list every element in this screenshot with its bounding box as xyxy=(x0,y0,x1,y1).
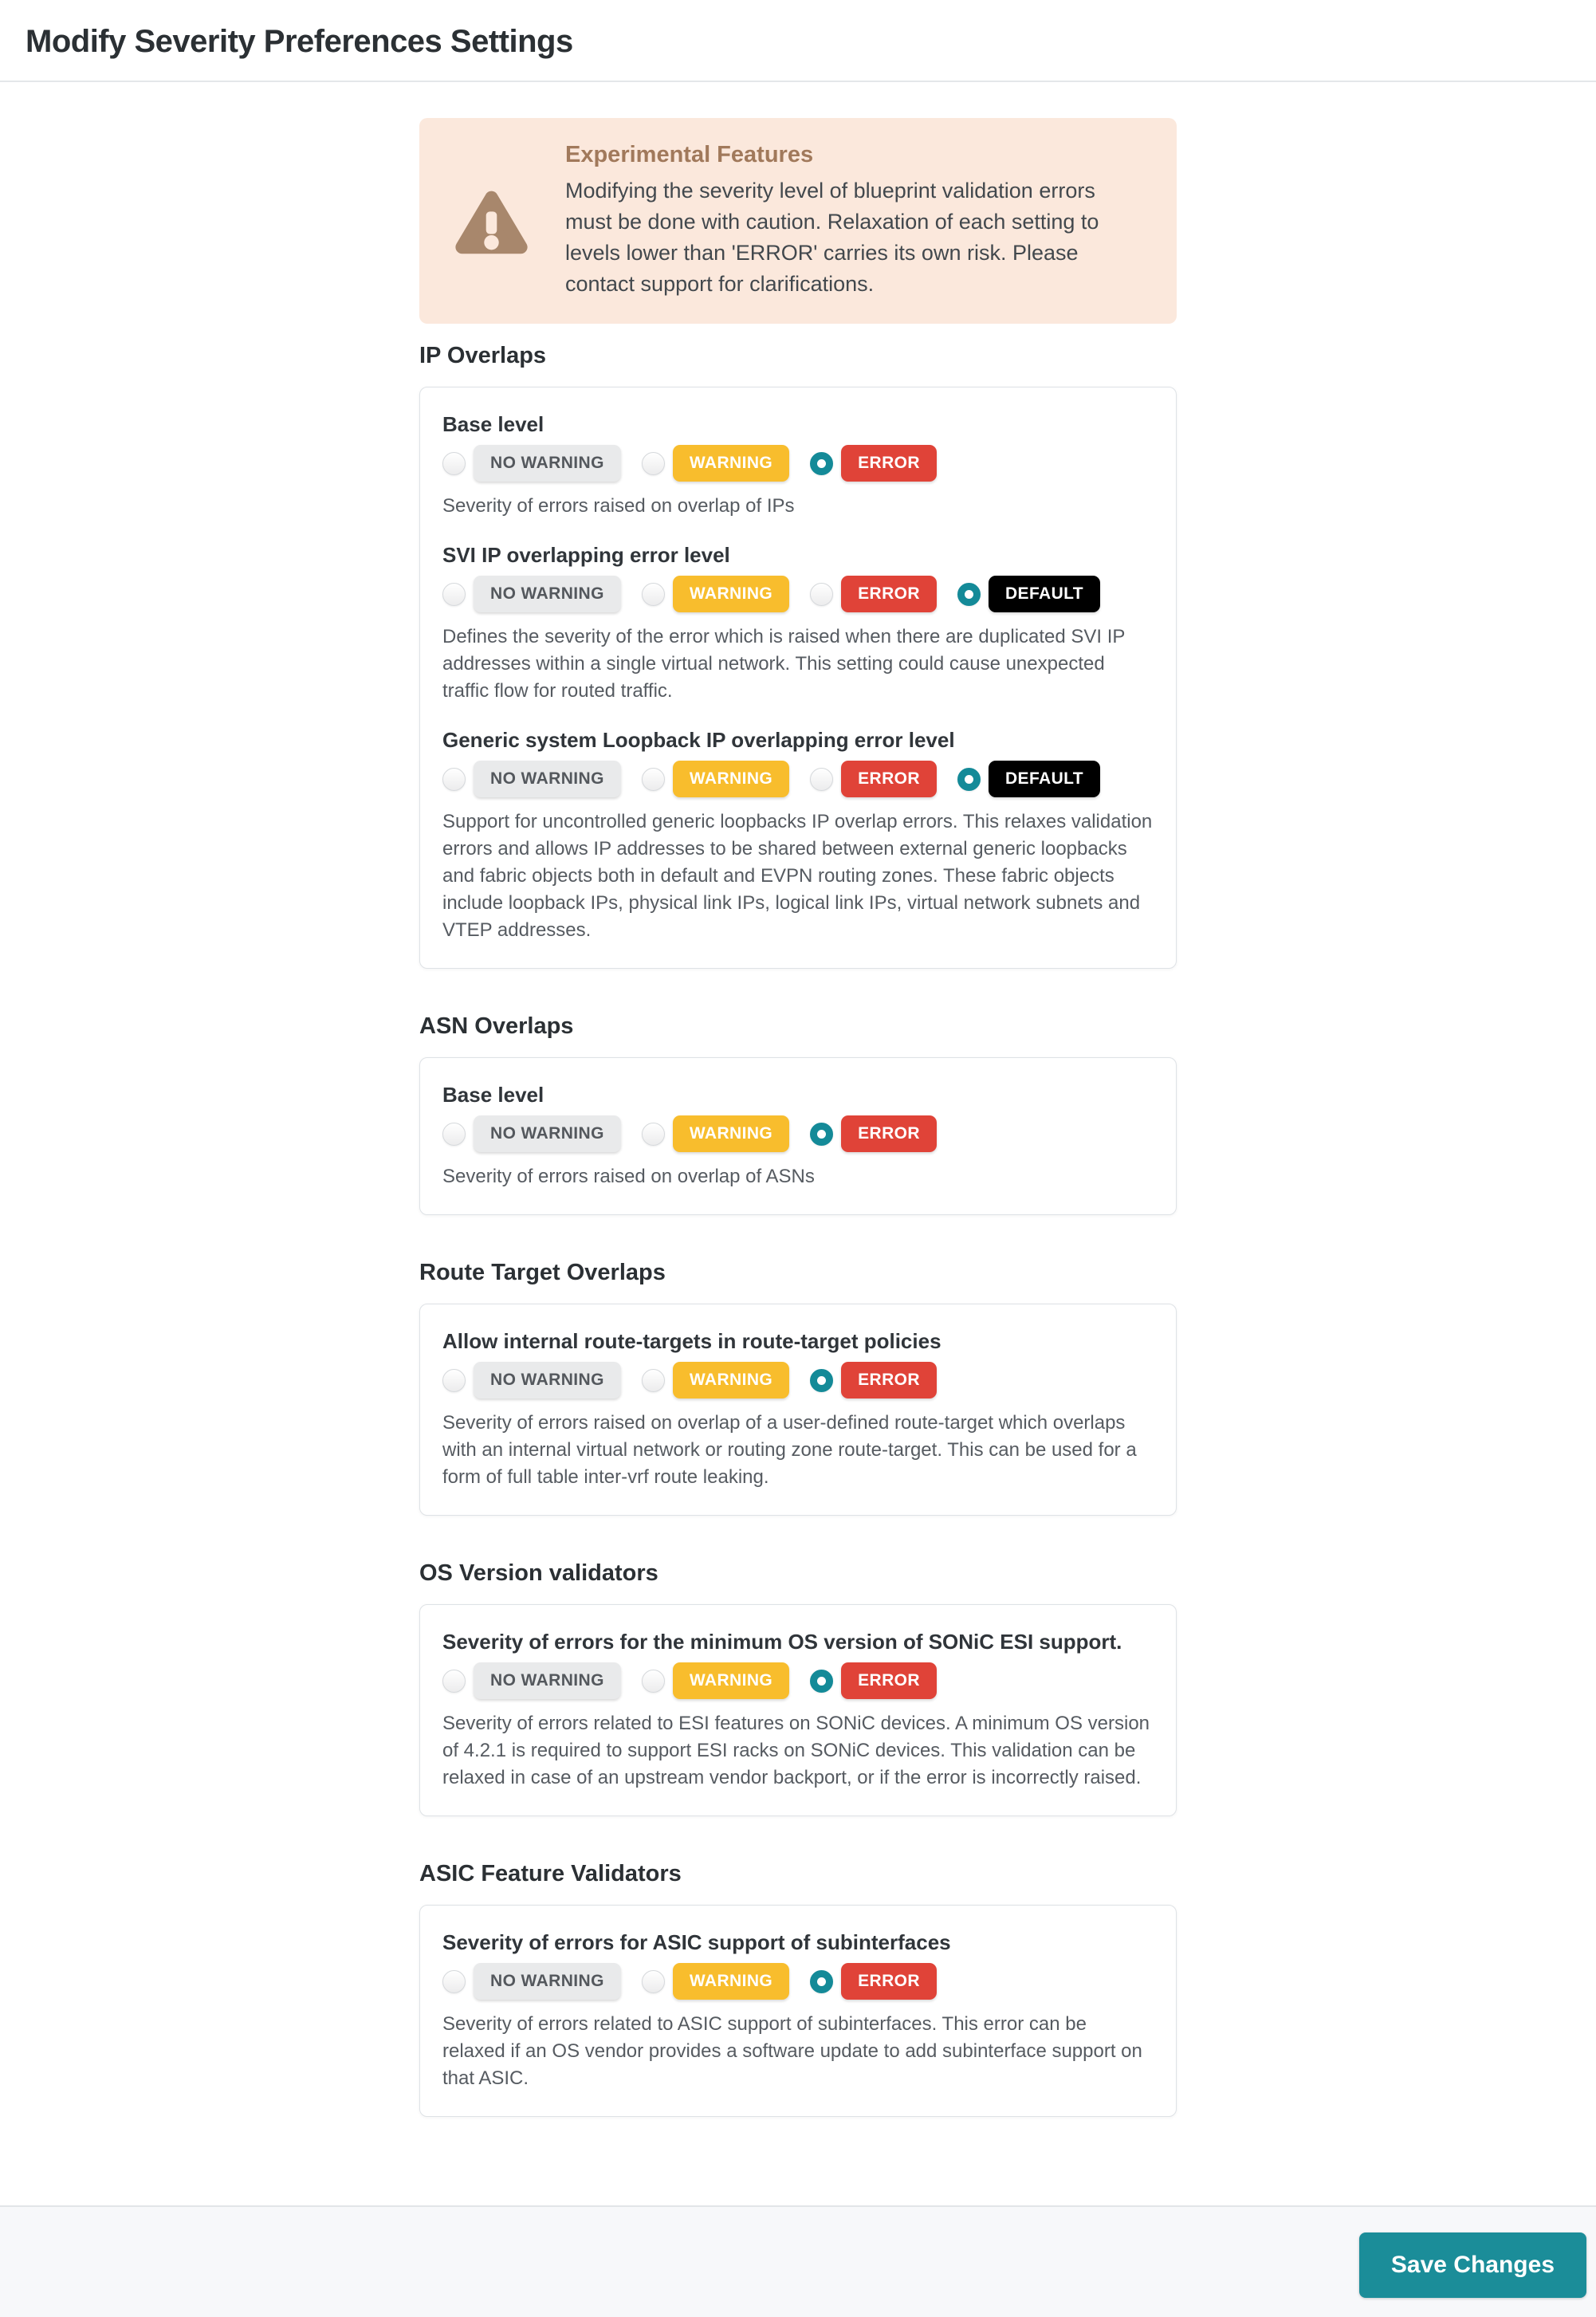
warning-triangle-icon xyxy=(453,186,530,256)
radio-button-error[interactable] xyxy=(810,452,833,475)
severity-option-error[interactable] xyxy=(810,1662,937,1699)
radio-button-no-warning[interactable] xyxy=(442,1670,466,1693)
severity-badge-error[interactable]: ERROR xyxy=(841,1362,937,1398)
severity-radio-group xyxy=(442,1662,1154,1699)
banner-text xyxy=(565,142,1132,300)
setting-group xyxy=(442,727,1154,944)
radio-button-no-warning[interactable] xyxy=(442,1970,466,1993)
severity-radio-group xyxy=(442,1362,1154,1398)
setting-description: Defines the severity of the error which is raised when there are duplicated SVI IP addresses within a single virtual network. This setting could cause unexpected traffic flow for routed traffic. xyxy=(442,626,1125,702)
page-title: Modify Severity Preferences Settings xyxy=(26,24,573,59)
settings-section xyxy=(419,1260,1177,1516)
save-changes-button[interactable]: Save Changes xyxy=(1359,2232,1586,2298)
severity-option-warning[interactable] xyxy=(642,445,789,482)
radio-button-warning[interactable] xyxy=(642,1369,665,1392)
severity-badge-warning[interactable]: WARNING xyxy=(673,1362,789,1398)
severity-option-error[interactable] xyxy=(810,1362,937,1398)
setting-description: Severity of errors raised on overlap of IPs xyxy=(442,495,795,517)
setting-title: Generic system Loopback IP overlapping error level xyxy=(442,728,955,752)
setting-group xyxy=(442,1930,1154,2092)
settings-section xyxy=(419,343,1177,969)
radio-button-no-warning[interactable] xyxy=(442,583,466,606)
experimental-features-banner xyxy=(419,118,1177,324)
severity-option-warning[interactable] xyxy=(642,1963,789,2000)
severity-badge-no-warning[interactable]: NO WARNING xyxy=(474,1963,621,2000)
severity-badge-no-warning[interactable]: NO WARNING xyxy=(474,1115,621,1152)
setting-description: Severity of errors raised on overlap of ASNs xyxy=(442,1166,815,1187)
severity-badge-no-warning[interactable]: NO WARNING xyxy=(474,445,621,482)
severity-badge-error[interactable]: ERROR xyxy=(841,445,937,482)
severity-option-no-warning[interactable] xyxy=(442,576,621,612)
severity-radio-group xyxy=(442,761,1154,797)
severity-option-no-warning[interactable] xyxy=(442,445,621,482)
settings-card xyxy=(419,1604,1177,1816)
page-header xyxy=(0,0,1596,82)
setting-description: Support for uncontrolled generic loopbacks IP overlap errors. This relaxes validation errors and allows IP addresses to be shared between external generic loopbacks and fabric objects both in default and EVPN routing zones. These fabric objects include loopback IPs, physical link IPs, logical link IPs, virtual network subnets and VTEP addresses. xyxy=(442,811,1153,941)
severity-option-no-warning[interactable] xyxy=(442,1362,621,1398)
severity-option-error[interactable] xyxy=(810,445,937,482)
radio-button-error[interactable] xyxy=(810,583,833,606)
setting-group xyxy=(442,411,1154,520)
settings-card xyxy=(419,1304,1177,1516)
setting-description: Severity of errors related to ESI features on SONiC devices. A minimum OS version of 4.2.1 is required to support ESI racks on SONiC devices. This validation can be relaxed in case of an upstream vendor backport, or if the error is incorrectly raised. xyxy=(442,1713,1150,1788)
setting-group xyxy=(442,542,1154,705)
setting-title: SVI IP overlapping error level xyxy=(442,543,730,567)
severity-option-warning[interactable] xyxy=(642,1662,789,1699)
setting-description: Severity of errors raised on overlap of a user-defined route-target which overlaps with an internal virtual network or routing zone route-target. This can be used for a form of full table inter-vrf route leaking. xyxy=(442,1412,1137,1488)
severity-badge-no-warning[interactable]: NO WARNING xyxy=(474,1662,621,1699)
severity-radio-group xyxy=(442,1963,1154,2000)
main-content xyxy=(419,82,1177,2117)
radio-button-warning[interactable] xyxy=(642,1970,665,1993)
severity-option-warning[interactable] xyxy=(642,1115,789,1152)
severity-option-no-warning[interactable] xyxy=(442,761,621,797)
radio-button-warning[interactable] xyxy=(642,583,665,606)
severity-option-error[interactable] xyxy=(810,576,937,612)
radio-button-no-warning[interactable] xyxy=(442,452,466,475)
radio-button-error[interactable] xyxy=(810,1670,833,1693)
radio-button-error[interactable] xyxy=(810,1369,833,1392)
severity-badge-error[interactable]: ERROR xyxy=(841,1115,937,1152)
radio-button-error[interactable] xyxy=(810,1123,833,1146)
settings-card xyxy=(419,1057,1177,1215)
severity-option-error[interactable] xyxy=(810,1115,937,1152)
severity-badge-no-warning[interactable]: NO WARNING xyxy=(474,576,621,612)
severity-badge-warning[interactable]: WARNING xyxy=(673,1662,789,1699)
radio-button-no-warning[interactable] xyxy=(442,1369,466,1392)
banner-body: Modifying the severity level of blueprint validation errors must be done with caution. Relaxation of each setting to levels lower than 'ERROR' carries its own risk. Please contact support for clarifications. xyxy=(565,179,1099,296)
setting-title: Severity of errors for ASIC support of subinterfaces xyxy=(442,1930,951,1954)
radio-button-error[interactable] xyxy=(810,1970,833,1993)
settings-section xyxy=(419,1560,1177,1816)
severity-option-default[interactable] xyxy=(957,761,1100,797)
severity-option-warning[interactable] xyxy=(642,1362,789,1398)
radio-button-warning[interactable] xyxy=(642,1123,665,1146)
radio-button-warning[interactable] xyxy=(642,768,665,791)
severity-badge-no-warning[interactable]: NO WARNING xyxy=(474,761,621,797)
setting-title: Severity of errors for the minimum OS version of SONiC ESI support. xyxy=(442,1630,1122,1654)
setting-title: Allow internal route-targets in route-target policies xyxy=(442,1329,941,1353)
section-title: ASIC Feature Validators xyxy=(419,1861,682,1886)
section-title: ASN Overlaps xyxy=(419,1013,574,1039)
setting-group xyxy=(442,1328,1154,1491)
severity-option-warning[interactable] xyxy=(642,761,789,797)
severity-option-warning[interactable] xyxy=(642,576,789,612)
radio-button-default[interactable] xyxy=(957,768,981,791)
radio-button-no-warning[interactable] xyxy=(442,768,466,791)
severity-option-no-warning[interactable] xyxy=(442,1963,621,2000)
severity-badge-warning[interactable]: WARNING xyxy=(673,1963,789,2000)
setting-group xyxy=(442,1629,1154,1792)
severity-badge-warning[interactable]: WARNING xyxy=(673,445,789,482)
severity-badge-warning[interactable]: WARNING xyxy=(673,576,789,612)
settings-section xyxy=(419,1013,1177,1215)
severity-option-no-warning[interactable] xyxy=(442,1115,621,1152)
radio-button-default[interactable] xyxy=(957,583,981,606)
severity-badge-error[interactable]: ERROR xyxy=(841,1963,937,2000)
settings-section xyxy=(419,1861,1177,2117)
severity-badge-error[interactable]: ERROR xyxy=(841,761,937,797)
radio-button-warning[interactable] xyxy=(642,1670,665,1693)
severity-option-default[interactable] xyxy=(957,576,1100,612)
severity-badge-default[interactable]: DEFAULT xyxy=(989,761,1100,797)
setting-description: Severity of errors related to ASIC support of subinterfaces. This error can be relaxed if an OS vendor provides a software update to add subinterface support on that ASIC. xyxy=(442,2013,1142,2089)
severity-badge-default[interactable]: DEFAULT xyxy=(989,576,1100,612)
severity-option-error[interactable] xyxy=(810,1963,937,2000)
severity-option-error[interactable] xyxy=(810,761,937,797)
section-title: IP Overlaps xyxy=(419,343,547,368)
severity-radio-group xyxy=(442,576,1154,612)
setting-title: Base level xyxy=(442,412,544,436)
radio-button-no-warning[interactable] xyxy=(442,1123,466,1146)
setting-group xyxy=(442,1082,1154,1190)
section-title: OS Version validators xyxy=(419,1560,658,1586)
radio-button-error[interactable] xyxy=(810,768,833,791)
severity-radio-group xyxy=(442,445,1154,482)
footer-bar xyxy=(0,2205,1596,2317)
sections-container xyxy=(419,343,1177,2117)
section-title: Route Target Overlaps xyxy=(419,1260,666,1285)
banner-title: Experimental Features xyxy=(565,142,814,167)
setting-title: Base level xyxy=(442,1083,544,1107)
severity-badge-warning[interactable]: WARNING xyxy=(673,761,789,797)
severity-badge-error[interactable]: ERROR xyxy=(841,576,937,612)
severity-badge-warning[interactable]: WARNING xyxy=(673,1115,789,1152)
severity-badge-no-warning[interactable]: NO WARNING xyxy=(474,1362,621,1398)
settings-card xyxy=(419,387,1177,969)
severity-radio-group xyxy=(442,1115,1154,1152)
settings-card xyxy=(419,1905,1177,2117)
severity-badge-error[interactable]: ERROR xyxy=(841,1662,937,1699)
severity-option-no-warning[interactable] xyxy=(442,1662,621,1699)
radio-button-warning[interactable] xyxy=(642,452,665,475)
